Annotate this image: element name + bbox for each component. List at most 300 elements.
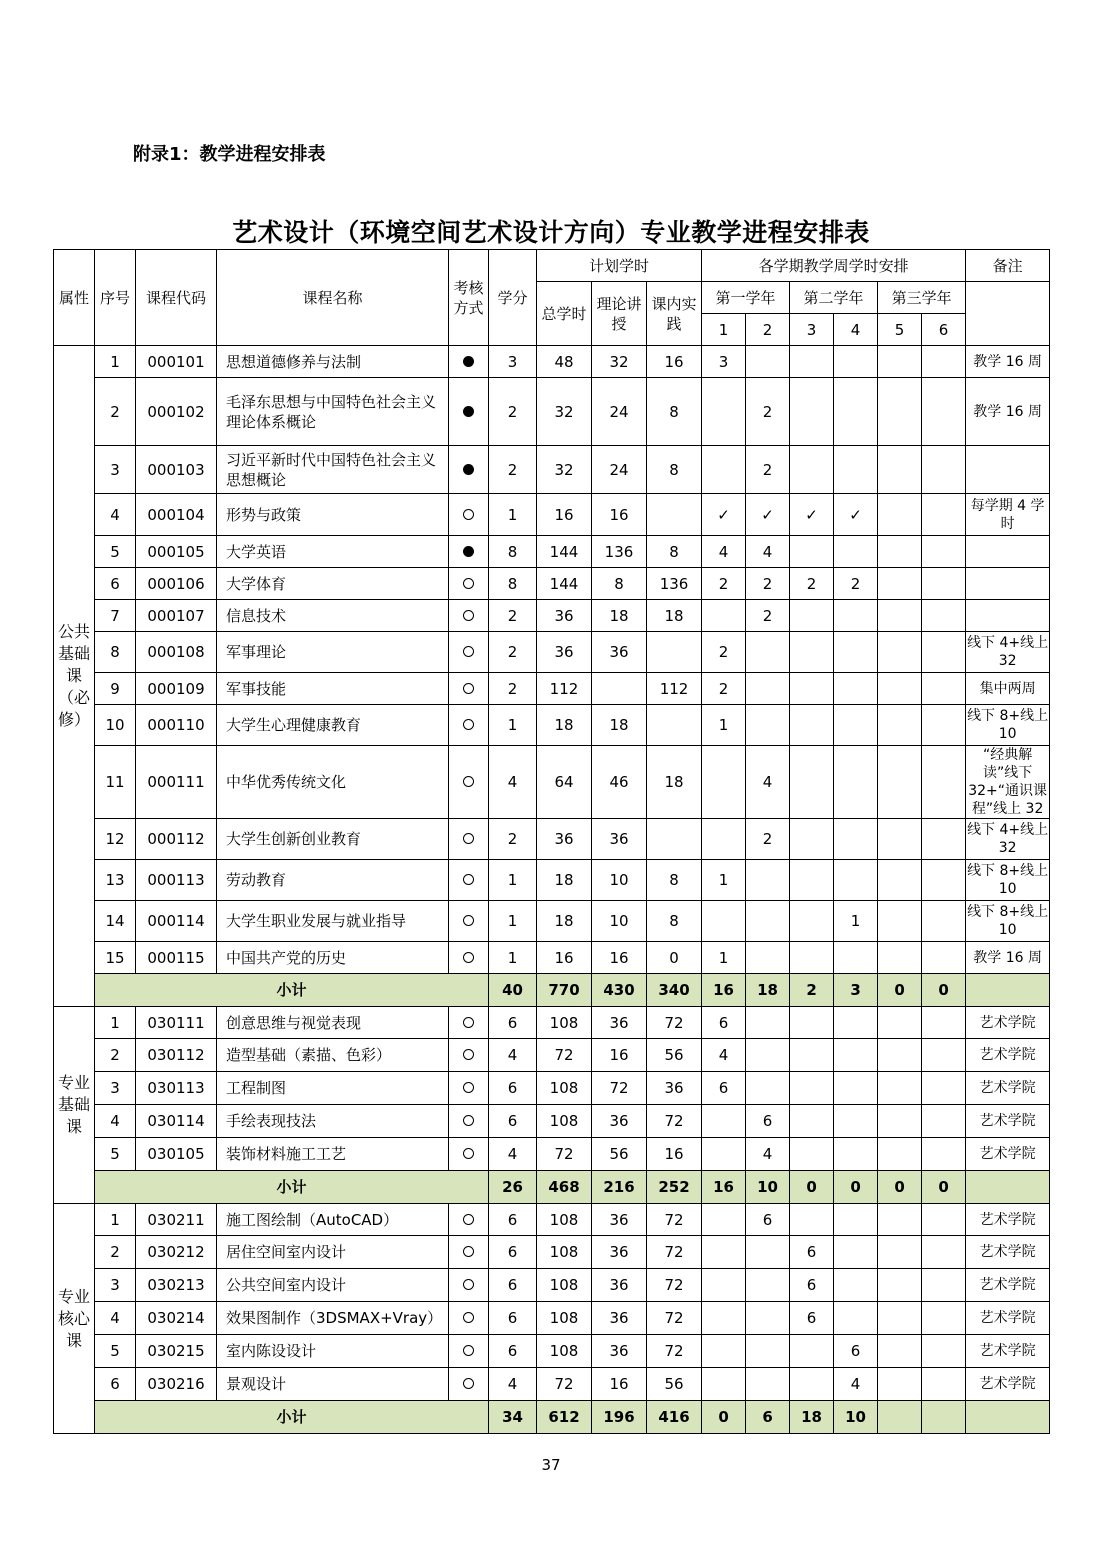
row-total-hours: 72 — [537, 1039, 592, 1072]
row-term-hours: ✓ — [702, 494, 746, 536]
row-credit: 6 — [489, 1007, 537, 1039]
table-row — [54, 346, 1050, 378]
table-row — [54, 1007, 1050, 1039]
row-course-name: 居住空间室内设计 — [217, 1236, 449, 1269]
header-exam: 考核方式 — [449, 250, 489, 346]
row-term-hours: 2 — [702, 632, 746, 673]
subtotal-term: 18 — [790, 1401, 834, 1434]
row-term-hours — [746, 1302, 790, 1335]
row-seq: 4 — [95, 1302, 136, 1335]
row-term-hours — [922, 346, 966, 378]
row-practice-hours: 16 — [647, 1138, 702, 1171]
row-credit: 4 — [489, 1368, 537, 1401]
subtotal-label: 小计 — [95, 1171, 489, 1204]
row-code: 030216 — [136, 1368, 217, 1401]
row-theory-hours: 36 — [592, 632, 647, 673]
row-remark: 教学 16 周 — [966, 942, 1050, 974]
row-code: 000115 — [136, 942, 217, 974]
row-seq: 2 — [95, 378, 136, 446]
header-practice: 课内实践 — [647, 282, 702, 346]
row-term-hours — [702, 1138, 746, 1171]
subtotal-remark — [966, 1171, 1050, 1204]
row-term-hours — [790, 705, 834, 746]
subtotal-term: 10 — [746, 1171, 790, 1204]
row-term-hours — [922, 1335, 966, 1368]
open-circle-icon — [463, 683, 474, 694]
row-seq: 3 — [95, 446, 136, 494]
row-term-hours: ✓ — [790, 494, 834, 536]
row-exam — [449, 746, 489, 819]
row-seq: 15 — [95, 942, 136, 974]
row-term-hours: 2 — [746, 378, 790, 446]
row-exam — [449, 536, 489, 568]
subtotal-remark — [966, 1401, 1050, 1434]
row-term-hours: 4 — [746, 536, 790, 568]
row-remark: 艺术学院 — [966, 1368, 1050, 1401]
row-term-hours — [790, 1105, 834, 1138]
row-course-name: 军事理论 — [217, 632, 449, 673]
row-exam — [449, 942, 489, 974]
row-course-name: 装饰材料施工工艺 — [217, 1138, 449, 1171]
subtotal-term: 0 — [790, 1171, 834, 1204]
row-exam — [449, 1269, 489, 1302]
row-term-hours — [834, 1138, 878, 1171]
row-theory-hours: 36 — [592, 1236, 647, 1269]
open-circle-icon — [463, 1049, 474, 1060]
row-total-hours: 18 — [537, 705, 592, 746]
table-title: 艺术设计（环境空间艺术设计方向）专业教学进程安排表 — [232, 218, 870, 247]
row-term-hours: ✓ — [746, 494, 790, 536]
row-term-hours — [878, 568, 922, 600]
header-attr: 属性 — [54, 250, 95, 346]
row-theory-hours: 36 — [592, 819, 647, 860]
row-term-hours — [878, 1138, 922, 1171]
row-term-hours: 2 — [702, 568, 746, 600]
subtotal-term: 18 — [746, 974, 790, 1007]
row-seq: 3 — [95, 1269, 136, 1302]
row-term-hours — [746, 860, 790, 901]
row-seq: 4 — [95, 494, 136, 536]
row-code: 000101 — [136, 346, 217, 378]
row-course-name: 形势与政策 — [217, 494, 449, 536]
row-term-hours: 6 — [702, 1072, 746, 1105]
header-remark-blank — [966, 282, 1050, 346]
row-code: 000108 — [136, 632, 217, 673]
row-practice-hours: 8 — [647, 536, 702, 568]
row-term-hours: 6 — [746, 1105, 790, 1138]
header-term: 2 — [746, 314, 790, 346]
row-remark: 艺术学院 — [966, 1039, 1050, 1072]
table-row — [54, 942, 1050, 974]
row-code: 030114 — [136, 1105, 217, 1138]
row-total-hours: 108 — [537, 1269, 592, 1302]
row-term-hours — [878, 1204, 922, 1236]
open-circle-icon — [463, 952, 474, 963]
row-total-hours: 72 — [537, 1138, 592, 1171]
header-term: 5 — [878, 314, 922, 346]
row-exam — [449, 600, 489, 632]
row-term-hours — [878, 632, 922, 673]
row-practice-hours: 72 — [647, 1204, 702, 1236]
row-theory-hours: 36 — [592, 1007, 647, 1039]
row-total-hours: 108 — [537, 1007, 592, 1039]
row-term-hours: 6 — [834, 1335, 878, 1368]
row-credit: 8 — [489, 536, 537, 568]
row-code: 000107 — [136, 600, 217, 632]
row-seq: 1 — [95, 1007, 136, 1039]
table-row — [54, 494, 1050, 536]
subtotal-term: 0 — [922, 1171, 966, 1204]
subtotal-total: 770 — [537, 974, 592, 1007]
filled-circle-icon — [463, 406, 474, 417]
open-circle-icon — [463, 1148, 474, 1159]
row-theory-hours: 36 — [592, 1302, 647, 1335]
row-remark: 教学 16 周 — [966, 346, 1050, 378]
row-term-hours — [702, 1302, 746, 1335]
row-remark — [966, 536, 1050, 568]
row-code: 000102 — [136, 378, 217, 446]
header-term: 6 — [922, 314, 966, 346]
row-term-hours — [702, 1105, 746, 1138]
table-row — [54, 378, 1050, 446]
row-seq: 1 — [95, 1204, 136, 1236]
row-term-hours — [922, 901, 966, 942]
row-term-hours — [878, 942, 922, 974]
row-theory-hours: 72 — [592, 1072, 647, 1105]
row-practice-hours — [647, 494, 702, 536]
open-circle-icon — [463, 1312, 474, 1323]
row-term-hours — [790, 673, 834, 705]
row-seq: 4 — [95, 1105, 136, 1138]
row-exam — [449, 1105, 489, 1138]
table-row — [54, 568, 1050, 600]
row-term-hours: 2 — [790, 568, 834, 600]
row-exam — [449, 1204, 489, 1236]
row-code: 030112 — [136, 1039, 217, 1072]
filled-circle-icon — [463, 356, 474, 367]
row-term-hours: 3 — [702, 346, 746, 378]
row-term-hours — [834, 1269, 878, 1302]
row-remark: 艺术学院 — [966, 1105, 1050, 1138]
row-term-hours — [834, 746, 878, 819]
row-credit: 6 — [489, 1335, 537, 1368]
subtotal-credit: 26 — [489, 1171, 537, 1204]
row-seq: 1 — [95, 346, 136, 378]
row-term-hours — [790, 536, 834, 568]
row-term-hours — [878, 673, 922, 705]
row-term-hours — [746, 1072, 790, 1105]
row-code: 000114 — [136, 901, 217, 942]
row-exam — [449, 632, 489, 673]
subtotal-term: 6 — [746, 1401, 790, 1434]
row-credit: 6 — [489, 1204, 537, 1236]
row-term-hours — [834, 819, 878, 860]
row-term-hours — [746, 1236, 790, 1269]
row-total-hours: 108 — [537, 1072, 592, 1105]
row-term-hours — [834, 1236, 878, 1269]
subtotal-label: 小计 — [95, 1401, 489, 1434]
row-remark: 线下 4+线上 32 — [966, 819, 1050, 860]
row-term-hours — [834, 536, 878, 568]
row-term-hours — [922, 819, 966, 860]
table-row — [54, 901, 1050, 942]
row-term-hours: 4 — [746, 1138, 790, 1171]
subtotal-theory: 430 — [592, 974, 647, 1007]
row-seq: 2 — [95, 1039, 136, 1072]
row-term-hours — [790, 446, 834, 494]
row-code: 030214 — [136, 1302, 217, 1335]
row-exam — [449, 1138, 489, 1171]
subtotal-term: 0 — [878, 1171, 922, 1204]
row-term-hours — [790, 860, 834, 901]
row-term-hours — [702, 1368, 746, 1401]
row-code: 030212 — [136, 1236, 217, 1269]
table-row — [54, 1368, 1050, 1401]
open-circle-icon — [463, 1115, 474, 1126]
row-total-hours: 144 — [537, 568, 592, 600]
table-row — [54, 1105, 1050, 1138]
row-term-hours — [790, 346, 834, 378]
row-course-name: 施工图绘制（AutoCAD） — [217, 1204, 449, 1236]
row-term-hours — [746, 901, 790, 942]
row-term-hours — [878, 536, 922, 568]
row-term-hours — [878, 901, 922, 942]
row-code: 030211 — [136, 1204, 217, 1236]
page-number: 37 — [541, 1456, 561, 1474]
row-course-name: 效果图制作（3DSMAX+Vray） — [217, 1302, 449, 1335]
filled-circle-icon — [463, 546, 474, 557]
row-course-name: 造型基础（素描、色彩） — [217, 1039, 449, 1072]
row-remark: “经典解读”线下 32+“通识课程”线上 32 — [966, 746, 1050, 819]
row-remark: 艺术学院 — [966, 1138, 1050, 1171]
subtotal-row — [54, 1401, 1050, 1434]
table-row — [54, 1138, 1050, 1171]
row-total-hours: 108 — [537, 1236, 592, 1269]
row-term-hours — [922, 600, 966, 632]
row-term-hours — [922, 1302, 966, 1335]
row-term-hours — [922, 1368, 966, 1401]
row-remark: 艺术学院 — [966, 1236, 1050, 1269]
table-row — [54, 1072, 1050, 1105]
row-term-hours: 6 — [746, 1204, 790, 1236]
row-course-name: 大学体育 — [217, 568, 449, 600]
row-term-hours — [834, 600, 878, 632]
row-term-hours — [790, 942, 834, 974]
header-term: 1 — [702, 314, 746, 346]
row-remark: 线下 8+线上 10 — [966, 705, 1050, 746]
row-practice-hours: 36 — [647, 1072, 702, 1105]
row-total-hours: 32 — [537, 446, 592, 494]
subtotal-term: 10 — [834, 1401, 878, 1434]
subtotal-practice: 252 — [647, 1171, 702, 1204]
row-term-hours: 4 — [702, 1039, 746, 1072]
row-code: 000103 — [136, 446, 217, 494]
row-term-hours: 2 — [746, 446, 790, 494]
row-practice-hours: 112 — [647, 673, 702, 705]
table-row — [54, 1269, 1050, 1302]
row-code: 030213 — [136, 1269, 217, 1302]
row-exam — [449, 1335, 489, 1368]
row-term-hours — [922, 673, 966, 705]
row-total-hours: 36 — [537, 600, 592, 632]
row-term-hours — [746, 942, 790, 974]
row-total-hours: 16 — [537, 494, 592, 536]
row-practice-hours: 72 — [647, 1302, 702, 1335]
open-circle-icon — [463, 1345, 474, 1356]
row-exam — [449, 901, 489, 942]
row-term-hours — [922, 1236, 966, 1269]
row-term-hours — [922, 1039, 966, 1072]
open-circle-icon — [463, 1017, 474, 1028]
row-total-hours: 108 — [537, 1335, 592, 1368]
open-circle-icon — [463, 719, 474, 730]
subtotal-term: 0 — [702, 1401, 746, 1434]
row-practice-hours — [647, 819, 702, 860]
row-term-hours — [878, 1039, 922, 1072]
row-term-hours — [922, 1105, 966, 1138]
row-total-hours: 16 — [537, 942, 592, 974]
row-practice-hours: 16 — [647, 346, 702, 378]
row-course-name: 大学生职业发展与就业指导 — [217, 901, 449, 942]
row-term-hours: 2 — [746, 568, 790, 600]
table-row — [54, 673, 1050, 705]
row-remark: 艺术学院 — [966, 1072, 1050, 1105]
open-circle-icon — [463, 509, 474, 520]
row-course-name: 中国共产党的历史 — [217, 942, 449, 974]
open-circle-icon — [463, 610, 474, 621]
row-code: 000106 — [136, 568, 217, 600]
row-credit: 1 — [489, 901, 537, 942]
table-row — [54, 1236, 1050, 1269]
row-term-hours — [878, 1236, 922, 1269]
open-circle-icon — [463, 1246, 474, 1257]
row-term-hours — [702, 819, 746, 860]
row-credit: 2 — [489, 600, 537, 632]
appendix-label: 附录1：教学进程安排表 — [133, 144, 326, 165]
row-term-hours — [878, 705, 922, 746]
row-term-hours — [922, 705, 966, 746]
row-total-hours: 144 — [537, 536, 592, 568]
category-cell: 专业核心课 — [54, 1204, 95, 1434]
row-exam — [449, 378, 489, 446]
row-term-hours — [922, 536, 966, 568]
row-remark: 每学期 4 学时 — [966, 494, 1050, 536]
row-total-hours: 48 — [537, 346, 592, 378]
category-cell: 公共基础课（必修） — [54, 346, 95, 1007]
row-term-hours — [834, 1105, 878, 1138]
row-total-hours: 18 — [537, 860, 592, 901]
header-code: 课程代码 — [136, 250, 217, 346]
open-circle-icon — [463, 1378, 474, 1389]
row-theory-hours: 8 — [592, 568, 647, 600]
row-exam — [449, 1039, 489, 1072]
header-year2: 第二学年 — [790, 282, 878, 314]
row-term-hours — [922, 494, 966, 536]
row-credit: 2 — [489, 632, 537, 673]
row-credit: 1 — [489, 705, 537, 746]
row-term-hours: 6 — [790, 1302, 834, 1335]
row-course-name: 习近平新时代中国特色社会主义思想概论 — [217, 446, 449, 494]
header-term: 4 — [834, 314, 878, 346]
row-theory-hours: 10 — [592, 860, 647, 901]
row-term-hours — [922, 446, 966, 494]
row-course-name: 大学生创新创业教育 — [217, 819, 449, 860]
row-total-hours: 36 — [537, 632, 592, 673]
row-practice-hours: 72 — [647, 1269, 702, 1302]
row-remark: 艺术学院 — [966, 1335, 1050, 1368]
row-credit: 6 — [489, 1105, 537, 1138]
row-term-hours: 6 — [790, 1269, 834, 1302]
row-course-name: 信息技术 — [217, 600, 449, 632]
row-seq: 9 — [95, 673, 136, 705]
row-term-hours: 6 — [790, 1236, 834, 1269]
row-practice-hours: 8 — [647, 901, 702, 942]
row-term-hours — [746, 705, 790, 746]
row-remark — [966, 600, 1050, 632]
row-term-hours — [878, 860, 922, 901]
row-term-hours — [878, 446, 922, 494]
row-course-name: 军事技能 — [217, 673, 449, 705]
subtotal-term: 2 — [790, 974, 834, 1007]
subtotal-theory: 196 — [592, 1401, 647, 1434]
header-year3: 第三学年 — [878, 282, 966, 314]
row-credit: 1 — [489, 494, 537, 536]
row-practice-hours — [647, 632, 702, 673]
row-theory-hours: 46 — [592, 746, 647, 819]
row-practice-hours: 18 — [647, 746, 702, 819]
row-total-hours: 108 — [537, 1302, 592, 1335]
open-circle-icon — [463, 915, 474, 926]
row-term-hours — [790, 1335, 834, 1368]
row-remark: 艺术学院 — [966, 1007, 1050, 1039]
row-total-hours: 18 — [537, 901, 592, 942]
header-credit: 学分 — [489, 250, 537, 346]
row-term-hours: 2 — [702, 673, 746, 705]
row-theory-hours: 16 — [592, 1039, 647, 1072]
row-seq: 11 — [95, 746, 136, 819]
row-credit: 6 — [489, 1302, 537, 1335]
row-term-hours: 4 — [746, 746, 790, 819]
row-term-hours — [878, 1269, 922, 1302]
row-term-hours: 1 — [834, 901, 878, 942]
row-term-hours — [702, 746, 746, 819]
row-term-hours — [746, 1039, 790, 1072]
row-term-hours — [922, 568, 966, 600]
row-credit: 2 — [489, 819, 537, 860]
subtotal-term — [922, 1401, 966, 1434]
subtotal-term: 3 — [834, 974, 878, 1007]
subtotal-total: 468 — [537, 1171, 592, 1204]
open-circle-icon — [463, 578, 474, 589]
row-practice-hours: 72 — [647, 1105, 702, 1138]
subtotal-label: 小计 — [95, 974, 489, 1007]
row-term-hours — [878, 600, 922, 632]
row-term-hours — [834, 1072, 878, 1105]
row-practice-hours: 136 — [647, 568, 702, 600]
row-credit: 3 — [489, 346, 537, 378]
row-term-hours: 2 — [746, 819, 790, 860]
row-total-hours: 108 — [537, 1204, 592, 1236]
row-seq: 6 — [95, 1368, 136, 1401]
row-term-hours — [834, 860, 878, 901]
row-theory-hours: 136 — [592, 536, 647, 568]
row-theory-hours: 56 — [592, 1138, 647, 1171]
row-theory-hours: 24 — [592, 378, 647, 446]
subtotal-row — [54, 1171, 1050, 1204]
row-exam — [449, 1368, 489, 1401]
row-term-hours — [922, 860, 966, 901]
row-exam — [449, 860, 489, 901]
